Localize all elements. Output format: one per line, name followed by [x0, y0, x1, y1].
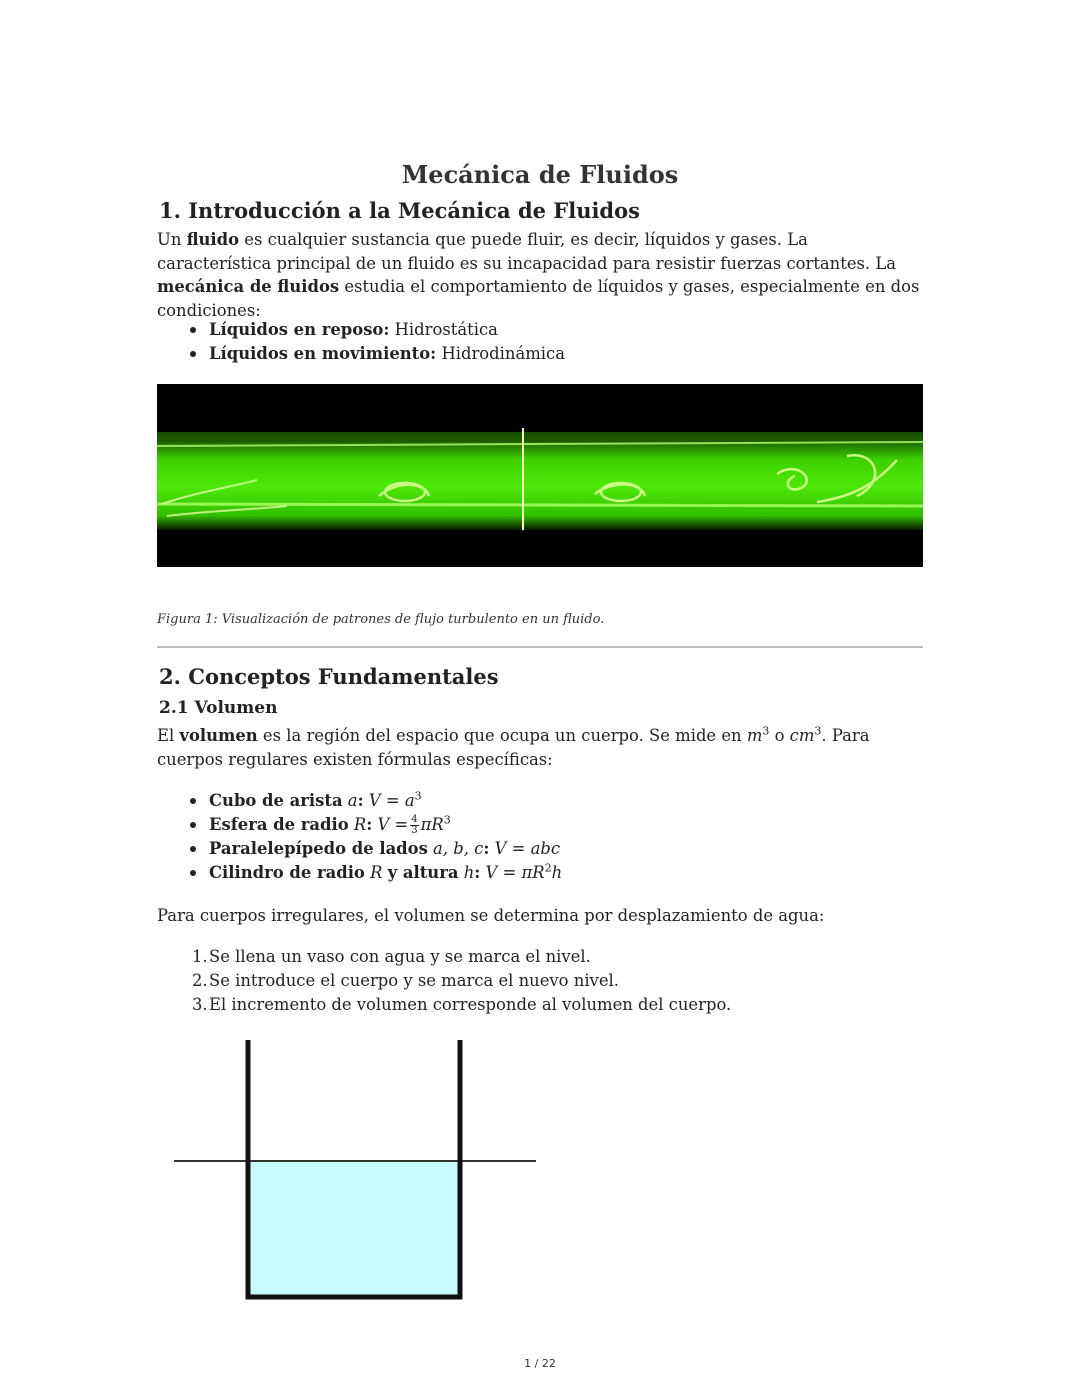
four-thirds-fraction: $\frac{4}{3}$	[411, 814, 418, 836]
water-fill	[248, 1161, 460, 1297]
list-item: Paralelepípedo de lados a, b, c: V = abc	[187, 837, 562, 861]
turbulent-flow-figure	[157, 384, 923, 567]
list-item: 1.Se llena un vaso con agua y se marca el nivel.	[192, 947, 591, 966]
list-item: Cubo de arista a: $V = a^3$	[187, 789, 562, 813]
page-number: 1 / 22	[524, 1357, 556, 1370]
section-divider	[157, 646, 923, 648]
section-1-heading: 1. Introducción a la Mecánica de Fluidos	[159, 198, 640, 223]
figure-caption: Figura 1: Visualización de patrones de flujo turbulento en un fluido.	[157, 612, 605, 627]
list-item: Cilindro de radio R y altura h: $V = \pi R^2h$	[187, 861, 562, 885]
flow-visualization-image	[157, 384, 923, 567]
section-2-heading: 2. Conceptos Fundamentales	[159, 664, 499, 689]
list-item: 3.El incremento de volumen corresponde al volumen del cuerpo.	[192, 995, 732, 1014]
list-item: 2.Se introduce el cuerpo y se marca el nuevo nivel.	[192, 971, 619, 990]
volume-formulas-list	[187, 789, 562, 885]
irregular-bodies-paragraph: Para cuerpos irregulares, el volumen se determina por desplazamiento de agua:	[157, 906, 825, 925]
water-displacement-beaker-diagram	[174, 1040, 538, 1302]
volume-paragraph: El volumen es la región del espacio que ocupa un cuerpo. Se mide en $m^3$ o $cm^3$. Para cuerpos regulares existen fórmulas específicas:	[157, 724, 870, 769]
list-item: Líquidos en reposo: Hidrostática	[187, 318, 565, 342]
fluid-states-list	[187, 318, 565, 366]
displacement-steps-list	[192, 945, 731, 1017]
section-1-paragraph: Un fluido es cualquier sustancia que puede fluir, es decir, líquidos y gases. La característica principal de un fluido es su incapacidad para resistir fuerzas cortantes. La mecánica de fluidos estudia el comportamiento de líquidos y gases, especialmente en dos condiciones:	[157, 230, 920, 320]
page-title: Mecánica de Fluidos	[401, 160, 679, 189]
subsection-volume-heading: 2.1 Volumen	[159, 698, 278, 718]
list-item: Líquidos en movimiento: Hidrodinámica	[187, 342, 565, 366]
list-item: Esfera de radio R: V = $\frac{4}{3}$ $\pi R^3$	[187, 813, 562, 837]
